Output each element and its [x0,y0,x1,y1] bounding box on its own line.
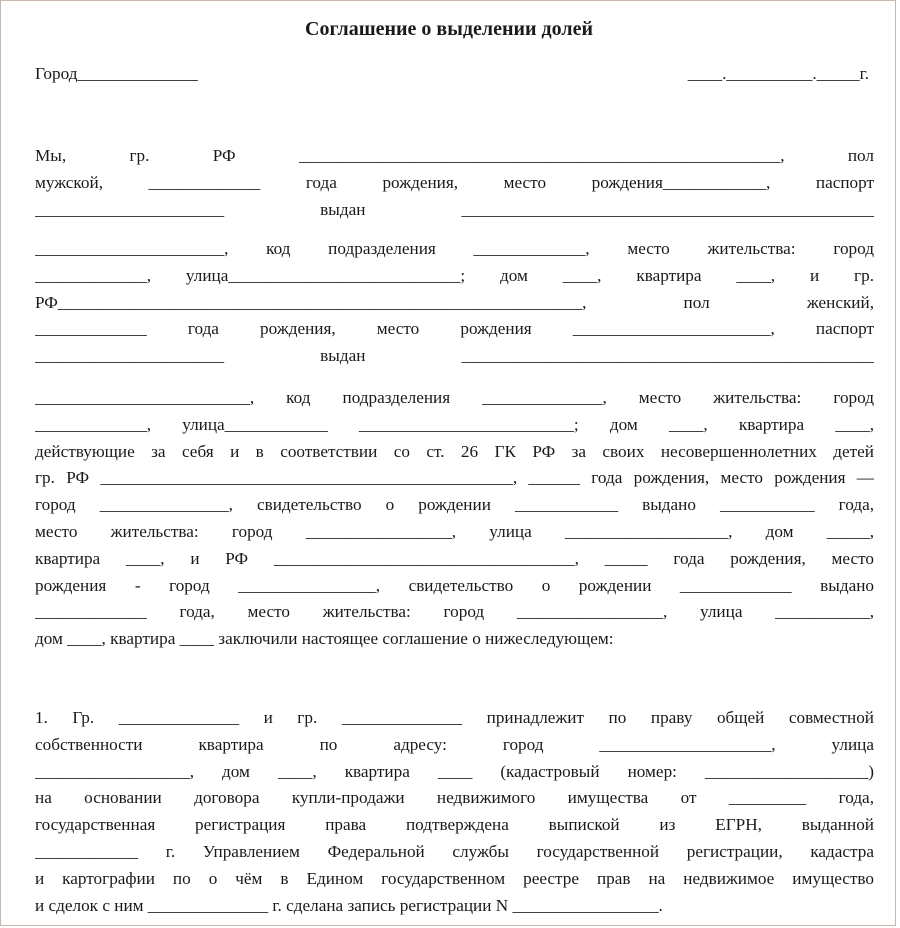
text-line: и сделок с ним ______________ г. сделана запись регистрации N _________________. [35,895,663,915]
city-line: Город______________ [35,64,198,83]
paragraph-parties-wife [35,236,874,370]
text-line: гр. РФ ________________________________________________, ______ года рождения, место рождения — [35,468,874,488]
text-line: дом ____, квартира ____ заключили настоящее соглашение о нижеследующем: [35,629,614,649]
text-line: рождения - город ________________, свидетельство о рождении _____________ выдано [35,575,874,595]
text-line: Мы, гр. РФ ________________________________________________________, пол [35,146,874,165]
text-line: _____________ года рождения, место рождения _______________________, паспорт [35,319,874,339]
text-line: ____________ г. Управлением Федеральной службы государственной регистрации, кадастра [35,841,874,861]
paragraph-clause-1 [35,705,874,919]
text-line: на основании договора купли-продажи недвижимого имущества от _________ года, [35,788,874,808]
text-line: ______________________, код подразделения _____________, место жительства: город [35,239,874,258]
date-line: ____.__________._____г. [687,64,869,83]
text-line: место жительства: город _________________, улица ___________________, дом _____, [35,521,874,541]
text-line: мужской, _____________ года рождения, место рождения____________, паспорт [35,172,874,192]
text-line: _____________, улица____________ _________________________; дом ____, квартира ____, [35,414,874,434]
text-line: __________________, дом ____, квартира ____ (кадастровый номер: ___________________) [35,761,874,781]
text-line: государственная регистрация права подтверждена выпиской из ЕГРН, выданной [35,815,874,835]
text-line: квартира ____, и РФ ___________________________________, _____ года рождения, место [35,548,874,568]
document-title: Соглашение о выделении долей [305,18,593,40]
text-line: ______________________ выдан ________________________________________________ [35,346,874,366]
text-line: и картографии по о чём в Едином государственном реестре прав на недвижимое имущество [35,868,874,888]
text-line: РФ_____________________________________________________________, пол женский, [35,292,874,312]
text-line: ______________________ выдан ________________________________________________ [35,199,874,219]
text-line: 1. Гр. ______________ и гр. ______________ принадлежит по праву общей совместной [35,708,874,727]
text-line: _________________________, код подразделения ______________, место жительства: город [35,388,874,407]
text-line: действующие за себя и в соответствии со ст. 26 ГК РФ за своих несовершеннолетних детей [35,441,874,461]
text-line: собственности квартира по адресу: город ____________________, улица [35,734,874,754]
text-line: город _______________, свидетельство о рождении ____________ выдано ___________ года, [35,495,874,515]
paragraph-parties-children [35,385,874,653]
text-line: _____________ года, место жительства: город _________________, улица ___________, [35,602,874,622]
text-line: _____________, улица___________________________; дом ____, квартира ____, и гр. [35,265,874,285]
paragraph-parties-husband [35,143,874,223]
